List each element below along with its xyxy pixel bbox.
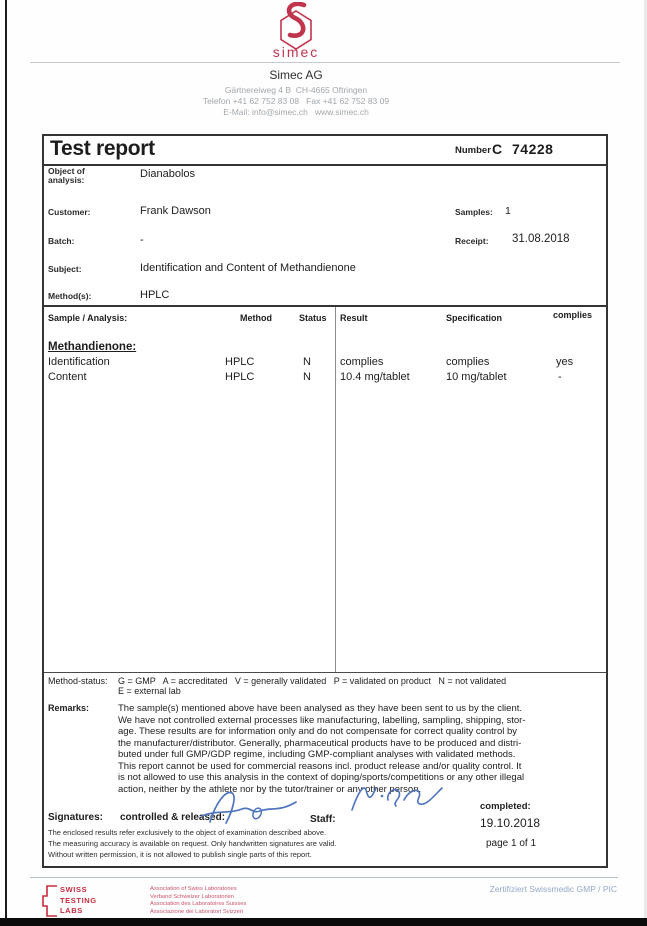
table-top-border [44, 305, 606, 307]
controlled-released-signature [196, 784, 306, 828]
remarks-line: buted under full GMP/GDP regime, including GMP-compliant analyses with validated methods. [118, 749, 516, 760]
cell-method: HPLC [225, 371, 255, 383]
staff-signature [342, 776, 452, 818]
fine-print-line: Without written permission, it is not allowed to publish single parts of this report. [48, 850, 312, 859]
col-header-method: Method [240, 313, 272, 323]
samples-label: Samples: [455, 207, 493, 217]
stl-association-line: Association of Swiss Laboratories [150, 886, 237, 892]
swiss-testing-labs-wordmark [60, 885, 97, 917]
report-title: Test report [50, 137, 155, 160]
remarks-line: This report cannot be used for commercial reasons incl. product release and/or quality control. It [118, 760, 522, 772]
stl-word-line: SWISS [60, 885, 88, 894]
customer-value: Frank Dawson [140, 205, 211, 217]
batch-value: - [140, 234, 144, 246]
col-header-complies: complies [553, 310, 593, 320]
report-number-class: C [492, 141, 503, 157]
cell-complies: - [558, 371, 562, 383]
samples-value: 1 [505, 205, 511, 217]
report-title-row [44, 136, 606, 166]
cell-method: HPLC [225, 356, 255, 368]
swiss-testing-labs-icon [42, 884, 58, 918]
remarks-line: The sample(s) mentioned above have been analysed as they have been sent to us by the client. [118, 703, 523, 714]
method-status-line2: E = external lab [118, 686, 181, 696]
controlled-released-label: controlled & released: [120, 812, 226, 823]
company-phone-fax: Telefon +41 62 752 83 08 Fax +41 62 752 83 09 [202, 96, 390, 106]
page-indicator: page 1 of 1 [486, 838, 537, 849]
receipt-label: Receipt: [455, 236, 489, 246]
report-number-value: 74228 [512, 141, 554, 157]
subject-label: Subject: [48, 264, 82, 274]
table-row [44, 371, 606, 386]
cell-specification: complies [446, 356, 490, 368]
stl-word-line: LABS [60, 906, 83, 915]
scan-bottom-edge [0, 918, 647, 926]
col-header-result: Result [340, 313, 368, 323]
remarks-line: action, neither by the athlete nor by the tutor/trainer or any other person. [118, 783, 422, 795]
report-number-label: Number [455, 145, 491, 156]
subject-value: Identification and Content of Methandienone [140, 262, 356, 274]
fine-print-line: The enclosed results refer exclusively to the object of examination described above. [48, 828, 327, 837]
signatures-label: Signatures: [48, 812, 104, 823]
company-name: Simec AG [269, 68, 323, 82]
remarks-line: the manufacturer/distributor. Generally, pharmaceutical products have to be produced and distri- [118, 737, 522, 749]
fine-print [48, 827, 468, 860]
methods-label: Method(s): [48, 291, 92, 301]
col-header-sample: Sample / Analysis: [48, 313, 128, 323]
staff-label: Staff: [310, 814, 336, 825]
customer-label: Customer: [48, 207, 91, 217]
col-header-specification: Specification [446, 313, 503, 323]
remarks-line: age. These results are for information only and do not compensate for correct quality control by [118, 726, 518, 737]
company-address: Gärtnereiweg 4 B CH-4665 Oftringen [224, 85, 368, 95]
remarks-line: We have not controlled external processes like manufacturing, labelling, sampling, shipping, stor- [118, 714, 526, 726]
stl-association-line: Association des Laboratoires Suisses [150, 901, 247, 908]
cell-analysis: Identification [48, 356, 110, 368]
batch-label: Batch: [48, 236, 75, 246]
remarks-line: is not allowed to use this analysis in the context of doping/sports/competitions or any other illegal [118, 772, 525, 783]
stl-word-line: TESTING [60, 895, 97, 905]
analyte-group-title: Methandienone: [48, 341, 137, 353]
certification-note: Zertifiziert Swissmedic GMP / PIC [489, 884, 617, 894]
object-of-analysis-value: Dianabolos [140, 168, 196, 180]
table-row [44, 356, 606, 371]
company-email-web: E-Mail: info@simec.ch www.simec.ch [223, 107, 369, 117]
simec-logo-wordmark: simec [272, 44, 320, 60]
cell-status: N [303, 356, 311, 368]
cell-result: 10.4 mg/tablet [340, 371, 410, 383]
stl-association-line: Associazione dei Laboratori Svizzeri [150, 908, 244, 915]
fine-print-line: The measuring accuracy is available on request. Only handwritten signatures are valid. [48, 839, 337, 848]
completed-label: completed: [480, 801, 531, 812]
method-status-line1: G = GMP A = accreditated V = generally validated P = validated on product N = not validated [118, 676, 507, 686]
cell-specification: 10 mg/tablet [446, 371, 507, 383]
remarks-label: Remarks: [48, 703, 90, 713]
method-status-divider [44, 672, 606, 673]
letterhead-divider [30, 62, 620, 63]
object-of-analysis-label-line1: Object of [48, 166, 85, 176]
scan-left-edge [5, 0, 7, 926]
object-of-analysis-label-line2: analysis: [48, 175, 85, 185]
methods-value: HPLC [140, 289, 170, 301]
cell-complies: yes [556, 356, 574, 368]
footer-divider [30, 877, 618, 878]
stl-association-line: Verband Schweizer Laboratorien [150, 893, 235, 900]
cell-status: N [303, 371, 311, 383]
method-status-label: Method-status: [48, 676, 108, 686]
col-header-status: Status [299, 313, 327, 323]
receipt-value: 31.08.2018 [512, 233, 570, 245]
cell-analysis: Content [48, 371, 87, 383]
cell-result: complies [340, 356, 384, 368]
report-frame [42, 134, 608, 868]
completed-date: 19.10.2018 [480, 816, 541, 830]
stl-associations [150, 886, 246, 916]
